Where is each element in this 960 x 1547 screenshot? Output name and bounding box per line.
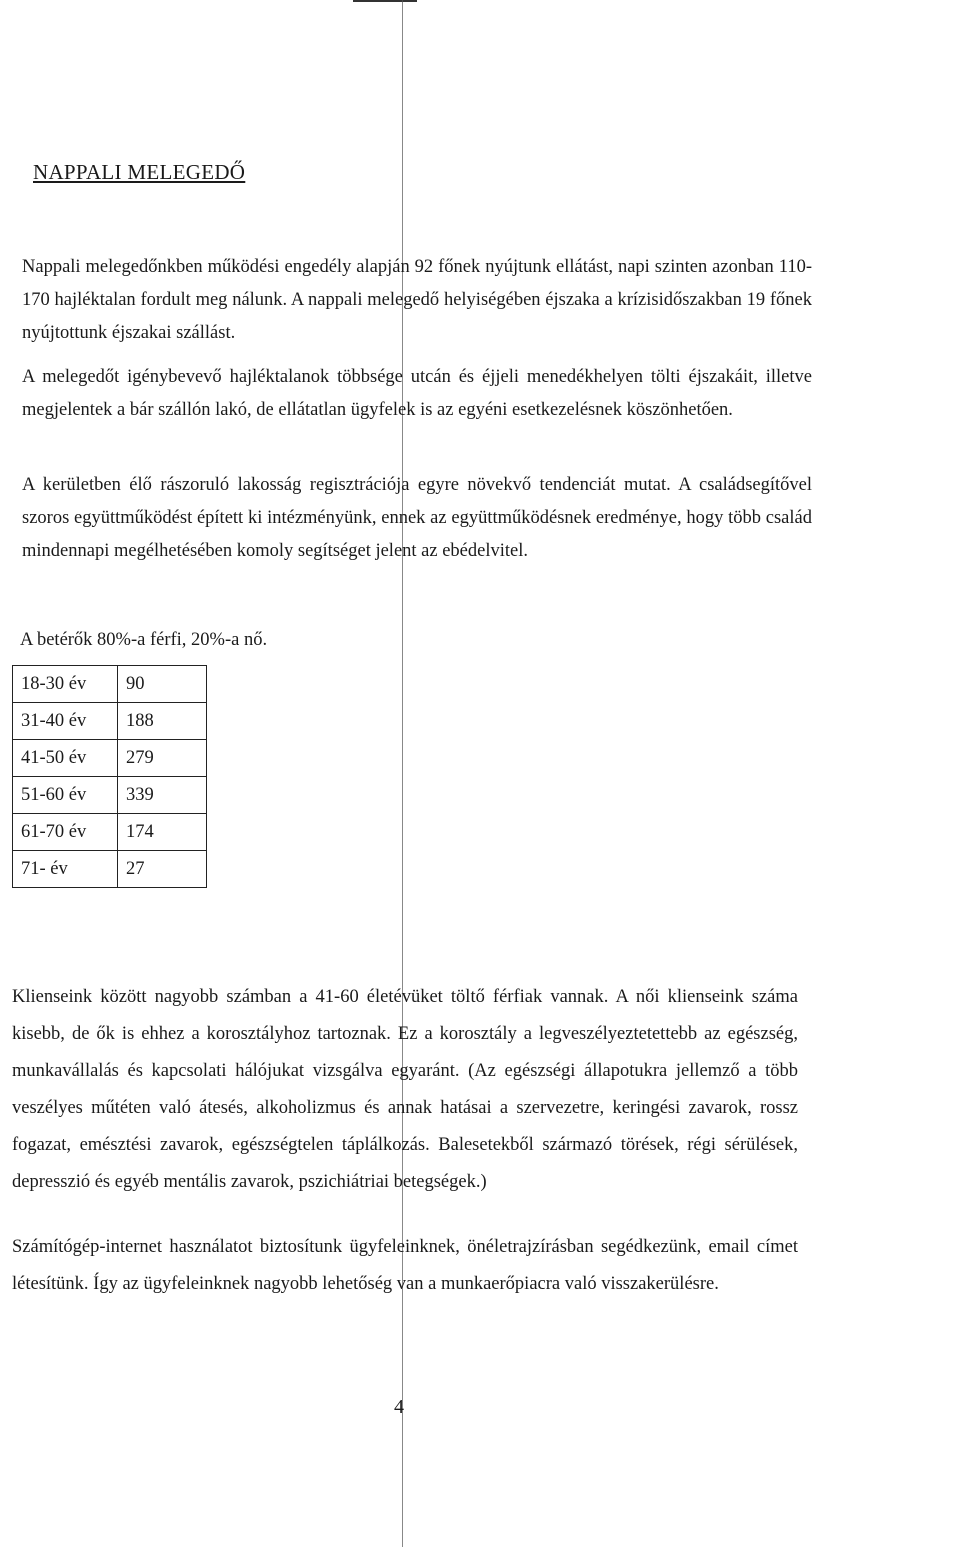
age-range-cell: 31-40 év [13,703,118,740]
paragraph-registration: A kerületben élő rászoruló lakosság regisztrációja egyre növekvő tendenciát mutat. A családsegítővel szoros együttműködést épített ki intézményünk, ennek az együttműködésnek eredménye, hogy több család mindennapi megélhetésében komoly segítséget jelent az ebédelvitel. [22,474,812,561]
table-row [13,777,207,814]
age-range-cell: 18-30 év [13,666,118,703]
age-range-cell: 51-60 év [13,777,118,814]
paragraph-internet-services: Számítógép-internet használatot biztosítunk ügyfeleinknek, önéletrajzírásban segédkezünk, email címet létesítünk. Így az ügyfeleinknek nagyobb lehetőség van a munkaerőpiacra való visszakerülésre. [12,1236,798,1294]
age-distribution-table [12,665,207,888]
gender-ratio-text: A betérők 80%-a férfi, 20%-a nő. [20,630,268,650]
table-row [13,814,207,851]
count-cell: 188 [118,703,207,740]
count-cell: 90 [118,666,207,703]
scan-fold-line [402,0,403,1547]
paragraph-shelter-capacity: Nappali melegedőnkben működési engedély alapján 92 főnek nyújtunk ellátást, napi szinten azonban 110-170 hajléktalan fordult meg nálunk. A nappali melegedő helyiségében éjszaka a krízisidőszakban 19 főnek nyújtottunk éjszakai szállást. [22,256,812,343]
paragraph-client-profile: Klienseink között nagyobb számban a 41-60 életévüket töltő férfiak vannak. A női klienseink száma kisebb, de ők is ehhez a korosztályhoz tartoznak. Ez a korosztály a legveszélyeztetettebb az egészség, munkavállalás és kapcsolati hálójukat vizsgálva egyaránt. (Az egészségi állapotukra jellemző a több veszélyes műtéten való átesés, alkoholizmus és annak hatásai a szervezetre, keringési zavarok, rossz fogazat, emésztési zavarok, egészségtelen táplálkozás. Balesetekből származó törések, régi sérülések, depresszió és egyéb mentális zavarok, pszichiátriai betegségek.) [12,986,798,1192]
count-cell: 339 [118,777,207,814]
table-row [13,666,207,703]
age-range-cell: 61-70 év [13,814,118,851]
count-cell: 27 [118,851,207,888]
page-heading: NAPPALI MELEGEDŐ [33,160,246,184]
table-row [13,740,207,777]
age-range-cell: 41-50 év [13,740,118,777]
age-range-cell: 71- év [13,851,118,888]
top-scan-rule [353,0,417,2]
paragraph-shelter-users: A melegedőt igénybevevő hajléktalanok többsége utcán és éjjeli menedékhelyen tölti éjszakáit, illetve megjelentek a bár szállón lakó, de ellátatlan ügyfelek is az egyéni esetkezelésnek köszönhetően. [22,366,812,420]
count-cell: 174 [118,814,207,851]
table-row [13,851,207,888]
count-cell: 279 [118,740,207,777]
page-number: 4 [394,1396,404,1418]
table-row [13,703,207,740]
